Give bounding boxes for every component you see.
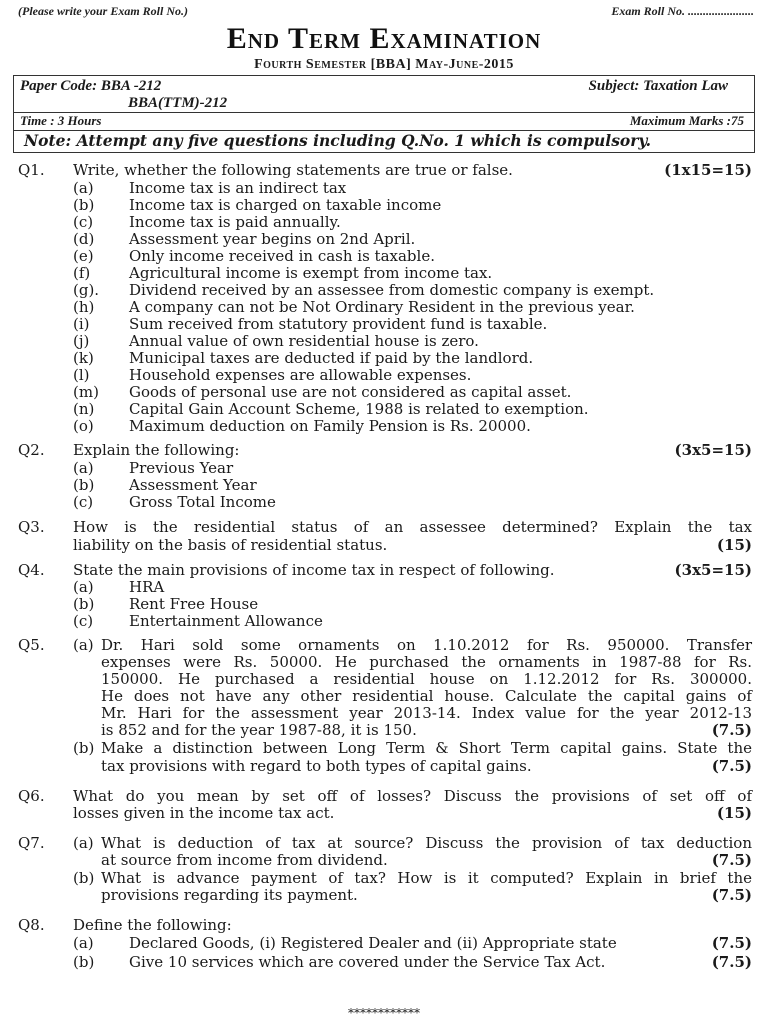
question-text: Dr. Hari sold some ornaments on 1.10.2012 for Rs. 950000. Transfer — [101, 636, 752, 654]
item-text: Income tax is charged on taxable income — [129, 196, 442, 214]
question-text: 150000. He purchased a residential house on 1.12.2012 for Rs. 300000. — [101, 670, 752, 688]
item-label: (a) — [73, 578, 94, 596]
time-marks-row — [20, 113, 744, 129]
question-marks: (7.5) — [711, 934, 752, 952]
item-label: (g). — [73, 281, 100, 299]
question-marks: (15) — [716, 536, 752, 554]
item-label: (c) — [73, 612, 94, 630]
item-text: Maximum deduction on Family Pension is Rs. 20000. — [129, 417, 531, 435]
paper-code: Paper Code: BBA -212 — [20, 78, 162, 94]
item-text: A company can not be Not Ordinary Resident in the previous year. — [129, 298, 635, 316]
question-text: Make a distinction between Long Term & Short Term capital gains. State the — [101, 739, 752, 757]
question-text: How is the residential status of an assessee determined? Explain the tax — [73, 518, 752, 536]
question-text: provisions regarding its payment. — [101, 886, 358, 904]
question-text: What is advance payment of tax? How is it computed? Explain in brief the — [101, 869, 752, 887]
question-marks: (7.5) — [711, 757, 752, 775]
item-text: Give 10 services which are covered under the Service Tax Act. — [129, 953, 606, 971]
item-label: (k) — [73, 349, 94, 367]
item-text: Household expenses are allowable expenses. — [129, 366, 472, 384]
item-text: Declared Goods, (i) Registered Dealer and (ii) Appropriate state — [129, 934, 617, 952]
paper-info-row — [20, 78, 728, 95]
exam-subtitle: Fourth Semester [BBA] May-June-2015 — [254, 57, 514, 72]
item-label: (a) — [73, 934, 94, 952]
question-marks: (1x15=15) — [664, 161, 752, 179]
item-label: (d) — [73, 230, 95, 248]
question-number: Q3. — [18, 518, 45, 536]
item-text: HRA — [129, 578, 165, 596]
item-text: Capital Gain Account Scheme, 1988 is related to exemption. — [129, 400, 589, 418]
roll-note: (Please write your Exam Roll No.) — [18, 4, 188, 18]
item-text: Gross Total Income — [129, 493, 276, 511]
item-label: (b) — [73, 953, 95, 971]
question-text: liability on the basis of residential status. — [73, 536, 388, 554]
question-marks: (7.5) — [711, 953, 752, 971]
question-marks: (15) — [716, 804, 752, 822]
question-number: Q7. — [18, 834, 45, 852]
question-text: expenses were Rs. 50000. He purchased the ornaments in 1987-88 for Rs. — [101, 653, 752, 671]
time: Time : 3 Hours — [20, 113, 102, 128]
item-text: Sum received from statutory provident fund is taxable. — [129, 315, 548, 333]
question-text: Mr. Hari for the assessment year 2013-14. Index value for the year 2012-13 — [101, 704, 752, 722]
question-text: is 852 and for the year 1987-88, it is 150. — [101, 721, 417, 739]
max-marks: Maximum Marks :75 — [629, 113, 744, 128]
question-text: losses given in the income tax act. — [73, 804, 335, 822]
item-text: Annual value of own residential house is zero. — [129, 332, 479, 350]
sub-label: (a) — [73, 834, 94, 852]
item-label: (m) — [73, 383, 99, 401]
item-text: Only income received in cash is taxable. — [129, 247, 435, 265]
item-text: Previous Year — [129, 459, 234, 477]
instruction-note: Note: Attempt any five questions including Q.No. 1 which is compulsory. — [24, 131, 652, 150]
question-marks: (3x5=15) — [674, 561, 752, 579]
question-text: What do you mean by set off of losses? Discuss the provisions of set off of — [73, 787, 752, 805]
question-text: tax provisions with regard to both types of capital gains. — [101, 757, 532, 775]
sub-label: (a) — [73, 636, 94, 654]
question-marks: (7.5) — [711, 721, 752, 739]
item-text: Income tax is an indirect tax — [129, 179, 347, 197]
question-text: He does not have any other residential house. Calculate the capital gains of — [101, 687, 752, 705]
item-text: Municipal taxes are deducted if paid by the landlord. — [129, 349, 534, 367]
question-number: Q4. — [18, 561, 45, 579]
exam-title: End Term Examination — [226, 22, 542, 55]
item-label: (c) — [73, 493, 94, 511]
question-text: State the main provisions of income tax in respect of following. — [73, 561, 555, 579]
item-text: Assessment Year — [129, 476, 257, 494]
item-label: (n) — [73, 400, 95, 418]
item-text: Rent Free House — [129, 595, 259, 613]
question-marks: (7.5) — [711, 851, 752, 869]
item-text: Income tax is paid annually. — [129, 213, 341, 231]
end-stars: ************ — [348, 1006, 420, 1020]
sub-label: (b) — [73, 869, 95, 887]
question-text: Explain the following: — [73, 441, 240, 459]
item-label: (l) — [73, 366, 90, 384]
item-text: Dividend received by an assessee from domestic company is exempt. — [129, 281, 655, 299]
top-line — [18, 4, 754, 19]
question-number: Q2. — [18, 441, 45, 459]
question-number: Q5. — [18, 636, 45, 654]
subject: Subject: Taxation Law — [588, 78, 728, 94]
question-number: Q8. — [18, 916, 45, 934]
item-text: Entertainment Allowance — [129, 612, 323, 630]
item-label: (a) — [73, 459, 94, 477]
item-text: Agricultural income is exempt from income tax. — [129, 264, 493, 282]
question-text: Define the following: — [73, 916, 232, 934]
item-text: Goods of personal use are not considered as capital asset. — [129, 383, 572, 401]
item-label: (h) — [73, 298, 95, 316]
header-box — [13, 75, 755, 153]
question-number: Q6. — [18, 787, 45, 805]
question-text: Write, whether the following statements are true or false. — [73, 161, 513, 179]
question-marks: (7.5) — [711, 886, 752, 904]
question-marks: (3x5=15) — [674, 441, 752, 459]
item-label: (b) — [73, 196, 95, 214]
paper-code-2: BBA(TTM)-212 — [128, 95, 228, 111]
question-text: What is deduction of tax at source? Discuss the provision of tax deduction — [101, 834, 752, 852]
question-number: Q1. — [18, 161, 45, 179]
item-label: (b) — [73, 476, 95, 494]
item-label: (b) — [73, 595, 95, 613]
item-label: (a) — [73, 179, 94, 197]
roll-field: Exam Roll No. ...................... — [611, 4, 754, 18]
item-label: (j) — [73, 332, 90, 350]
item-label: (c) — [73, 213, 94, 231]
item-text: Assessment year begins on 2nd April. — [129, 230, 416, 248]
item-label: (f) — [73, 264, 91, 282]
item-label: (i) — [73, 315, 90, 333]
question-text: at source from income from dividend. — [101, 851, 388, 869]
item-label: (o) — [73, 417, 94, 435]
sub-label: (b) — [73, 739, 95, 757]
item-label: (e) — [73, 247, 94, 265]
